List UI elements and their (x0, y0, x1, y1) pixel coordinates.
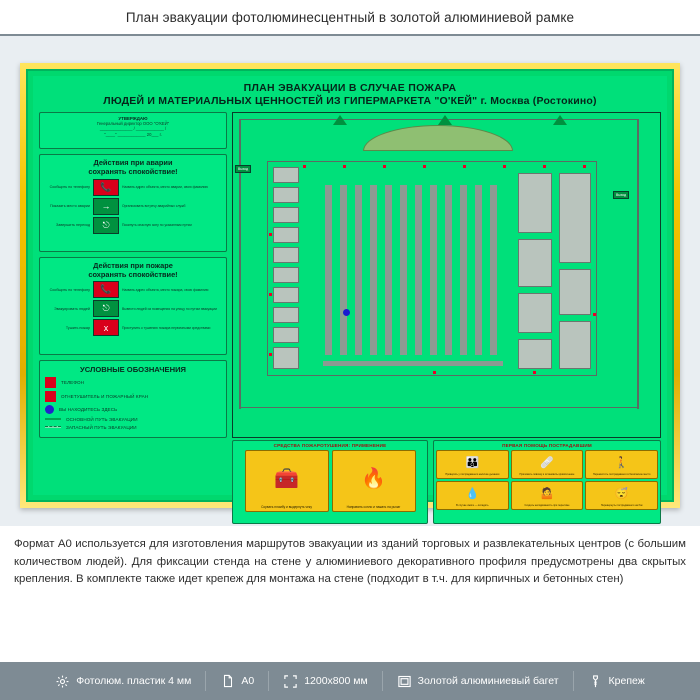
legend-item (45, 417, 221, 422)
footer-divider (205, 671, 206, 691)
shelf (430, 185, 437, 355)
shelf (325, 185, 332, 355)
accident-row-label: Сообщить по телефону (49, 184, 90, 189)
extinguisher-icon: x (93, 319, 119, 336)
gold-frame (20, 63, 680, 508)
fire-point (269, 353, 272, 356)
exit-label-left: Выход (235, 165, 251, 173)
legend-item-label: ВЫ НАХОДИТЕСЬ ЗДЕСЬ (59, 406, 118, 412)
spec-frame (397, 674, 559, 689)
fire-row-text: Назвать адрес объекта, место пожара, свою фамилию (122, 287, 209, 292)
room (518, 173, 552, 233)
accident-title (44, 158, 222, 177)
room (518, 293, 552, 333)
exit-icon: → (93, 198, 119, 215)
frame-inner-border (26, 69, 674, 509)
first-aid-caption: Переместить пострадавшего в безопасное место (592, 473, 651, 476)
main-route-icon (45, 418, 61, 421)
legend-title: УСЛОВНЫЕ ОБОЗНАЧЕНИЯ (79, 364, 187, 374)
fire-row (44, 300, 222, 317)
plan-title-block (33, 76, 667, 108)
accident-title-line1: Действия при аварии (93, 158, 173, 168)
frame-icon (397, 674, 412, 689)
expand-icon (283, 674, 298, 689)
screw-icon (588, 674, 603, 689)
landscape-area (363, 125, 513, 151)
fire-point (583, 165, 586, 168)
shelf (475, 185, 482, 355)
legend-item (45, 405, 221, 414)
legend-box (39, 360, 227, 438)
fire-point (533, 371, 536, 374)
fire-point (269, 233, 272, 236)
fire-row-text: Вывести людей из помещения на улицу по путям эвакуации (122, 306, 217, 311)
first-aid-caption: Перевернуть пострадавшего на бок (600, 504, 643, 507)
approval-head: УТВЕРЖДАЮ (118, 115, 148, 121)
fire-point (343, 165, 346, 168)
burn-icon: 💧 (465, 487, 480, 500)
floor-plan-drawing (232, 112, 661, 438)
shelf (490, 185, 497, 355)
wall (267, 375, 597, 376)
spec-mount (588, 674, 645, 689)
fire-row-label: Сообщить по телефону (49, 287, 90, 292)
room (518, 339, 552, 369)
wall (596, 161, 597, 376)
plan-bottom-left-spacer (39, 440, 227, 524)
fire-title-line2: сохранять спокойствие! (88, 270, 178, 280)
legend-item-label: ЗАПАСНЫЙ ПУТЬ ЭВАКУАЦИИ (66, 424, 137, 430)
legend-item-label: ТЕЛЕФОН (61, 379, 85, 385)
first-aid-title: ПЕРВАЯ ПОМОЩЬ ПОСТРАДАВШИМ (502, 442, 592, 448)
first-aid-caption: Приложить повязку и остановить кровотечение (519, 473, 575, 476)
wall (637, 119, 639, 409)
room (273, 307, 299, 323)
exit-label-right: Выход (613, 191, 629, 199)
shelf (370, 185, 377, 355)
shelf (355, 185, 362, 355)
legend-item-label: ОСНОВНОЙ ПУТЬ ЭВАКУАЦИИ (66, 416, 138, 422)
fire-row (44, 319, 222, 336)
approval-box (39, 112, 227, 149)
room (273, 247, 299, 263)
extinguish-cards (235, 450, 425, 512)
wall (267, 161, 597, 162)
wall (267, 161, 268, 376)
shelf (445, 185, 452, 355)
shelf (415, 185, 422, 355)
first-aid-caption: Создать неподвижность при переломе (524, 504, 570, 507)
accident-row-text: Покинуть опасную зону по указанным путям (122, 223, 192, 227)
extinguish-title: СРЕДСТВА ПОЖАРОТУШЕНИЯ: ПРИМЕНЕНИЕ (273, 442, 387, 448)
room (518, 239, 552, 287)
legend-item (45, 391, 221, 402)
room (559, 173, 591, 263)
first-aid-caption: Проверить у пострадавшего наличие дыхания (445, 473, 500, 476)
wall (239, 407, 639, 409)
spec-size-label: 1200x800 мм (304, 675, 368, 687)
page-title-bar (0, 0, 700, 34)
first-aid-card (585, 450, 658, 479)
room (273, 327, 299, 343)
room (273, 287, 299, 303)
spec-format-label: А0 (241, 675, 255, 687)
evacuation-plan (33, 76, 667, 509)
accident-row-label: Завершить переход (56, 222, 90, 227)
accident-row-text: Назвать адрес объекта, место аварии, свою фамилию (122, 185, 208, 189)
first-aid-box (433, 440, 661, 524)
spec-frame-label: Золотой алюминиевый багет (417, 675, 559, 687)
room (559, 269, 591, 315)
gear-icon (55, 674, 70, 689)
fire-point (593, 313, 596, 316)
room (273, 167, 299, 183)
product-description: Формат А0 используется для изготовления маршрутов эвакуации из зданий торговых и развлекательных центров (с большим количеством людей). Для фиксации стенда на стене у алюминиевого декоративного профиля предусмотрены два скрытых крепления. В комплекте также идет крепеж для монтажа на стене (подходит в т.ч. для кирпичных и бетонных стен) (14, 538, 686, 586)
first-aid-caption: В случае ожога — охладить (456, 504, 489, 507)
document-icon (220, 674, 235, 689)
plan-bottom-strip (33, 438, 667, 530)
floor-plan-area (232, 112, 661, 438)
accident-row (44, 217, 222, 234)
shelf (340, 185, 347, 355)
plan-left-column (39, 112, 227, 438)
instruction-card-caption: Направить сопло и нажать на рычаг (346, 504, 401, 509)
spec-material (55, 674, 191, 689)
phone-icon: 📞 (93, 179, 119, 196)
accident-row (44, 198, 222, 215)
fire-point (303, 165, 306, 168)
exit-arrow-up (438, 115, 452, 125)
approval-line2: ______________ / ____________ / (99, 126, 167, 132)
spec-mount-label: Крепеж (608, 675, 645, 687)
bandage-icon: 🩹 (540, 456, 554, 469)
accident-actions-box (39, 154, 227, 252)
fire-point (503, 165, 506, 168)
secondary-route-icon (45, 426, 61, 429)
legend-item (45, 425, 221, 430)
cpr-icon: 👪 (465, 456, 480, 469)
first-aid-card (511, 450, 584, 479)
footer-divider (382, 671, 383, 691)
plan-title-line2: ЛЮДЕЙ И МАТЕРИАЛЬНЫХ ЦЕННОСТЕЙ ИЗ ГИПЕРМАРКЕТА "О'КЕЙ" г. Москва (Ростокино) (103, 94, 597, 107)
you-are-here-marker (343, 309, 350, 316)
fire-row-label: Эвакуировать людей (54, 306, 90, 311)
room (559, 321, 591, 369)
first-aid-card (436, 481, 509, 510)
exit-icon: ⎋ (93, 300, 119, 317)
fire-point (463, 165, 466, 168)
fire-point (423, 165, 426, 168)
fire-point (269, 293, 272, 296)
first-aid-card (436, 450, 509, 479)
fire-point (433, 371, 436, 374)
exit-door-icon: ⎋ (93, 217, 119, 234)
fire-point (383, 165, 386, 168)
exit-arrow-up (553, 115, 567, 125)
fire-actions-box (39, 257, 227, 355)
extinguisher-icon (45, 391, 56, 402)
shelf (385, 185, 392, 355)
checkout-line (323, 361, 503, 366)
extinguisher-icon: 🧰 (274, 467, 299, 490)
legend-item-label: ОГНЕТУШИТЕЛЬ И ПОЖАРНЫЙ КРАН (61, 393, 149, 399)
spec-format (220, 674, 254, 689)
product-image-area (0, 36, 700, 526)
room (273, 227, 299, 243)
recovery-icon: 😴 (614, 487, 629, 500)
wall (239, 119, 241, 409)
room (273, 267, 299, 283)
accident-title-line2: сохранять спокойствие! (88, 167, 178, 177)
first-aid-card (585, 481, 658, 510)
instruction-card (332, 450, 416, 512)
instruction-card (245, 450, 329, 512)
instruction-card-caption: Сорвать пломбу и выдернуть чеку (261, 504, 312, 509)
exit-arrow-up (333, 115, 347, 125)
spec-footer (0, 662, 700, 700)
fire-title (44, 261, 222, 280)
approval-line3: "____" ____________ 20___ г. (104, 132, 162, 138)
fire-point (543, 165, 546, 168)
fire-row-label: Тушить пожар (65, 325, 90, 330)
shelf (400, 185, 407, 355)
accident-row-text: Организовать встречу аварийных служб (122, 204, 186, 208)
splint-icon: 🤷 (540, 487, 554, 500)
room (273, 187, 299, 203)
plan-title-line1: ПЛАН ЭВАКУАЦИИ В СЛУЧАЕ ПОЖАРА (243, 81, 457, 94)
accident-row-label: Показать место аварии (49, 203, 90, 208)
shelf (460, 185, 467, 355)
fire-title-line1: Действия при пожаре (93, 260, 173, 270)
drag-icon: 🚶 (614, 456, 629, 469)
plan-body (33, 108, 667, 438)
room (273, 347, 299, 369)
fire-row-text: Приступить к тушению пожара первичными средствами (122, 325, 211, 330)
accident-row (44, 179, 222, 196)
spec-size (283, 674, 367, 689)
approval-line1: Генеральный директор ООО "О'КЕЙ" (96, 120, 170, 126)
room (273, 207, 299, 223)
first-aid-card (511, 481, 584, 510)
first-aid-cards (436, 450, 658, 510)
phone-icon: 📞 (93, 281, 119, 298)
fire-row (44, 281, 222, 298)
extinguisher-spray-icon: 🔥 (361, 467, 386, 490)
footer-divider (268, 671, 269, 691)
page-title: План эвакуации фотолюминесцентный в золотой алюминиевой рамке (125, 9, 575, 25)
spec-material-label: Фотолюм. пластик 4 мм (76, 675, 192, 687)
extinguish-instructions-box (232, 440, 428, 524)
footer-divider (573, 671, 574, 691)
you-are-here-icon (45, 405, 54, 414)
legend-item (45, 377, 221, 388)
phone-icon (45, 377, 56, 388)
